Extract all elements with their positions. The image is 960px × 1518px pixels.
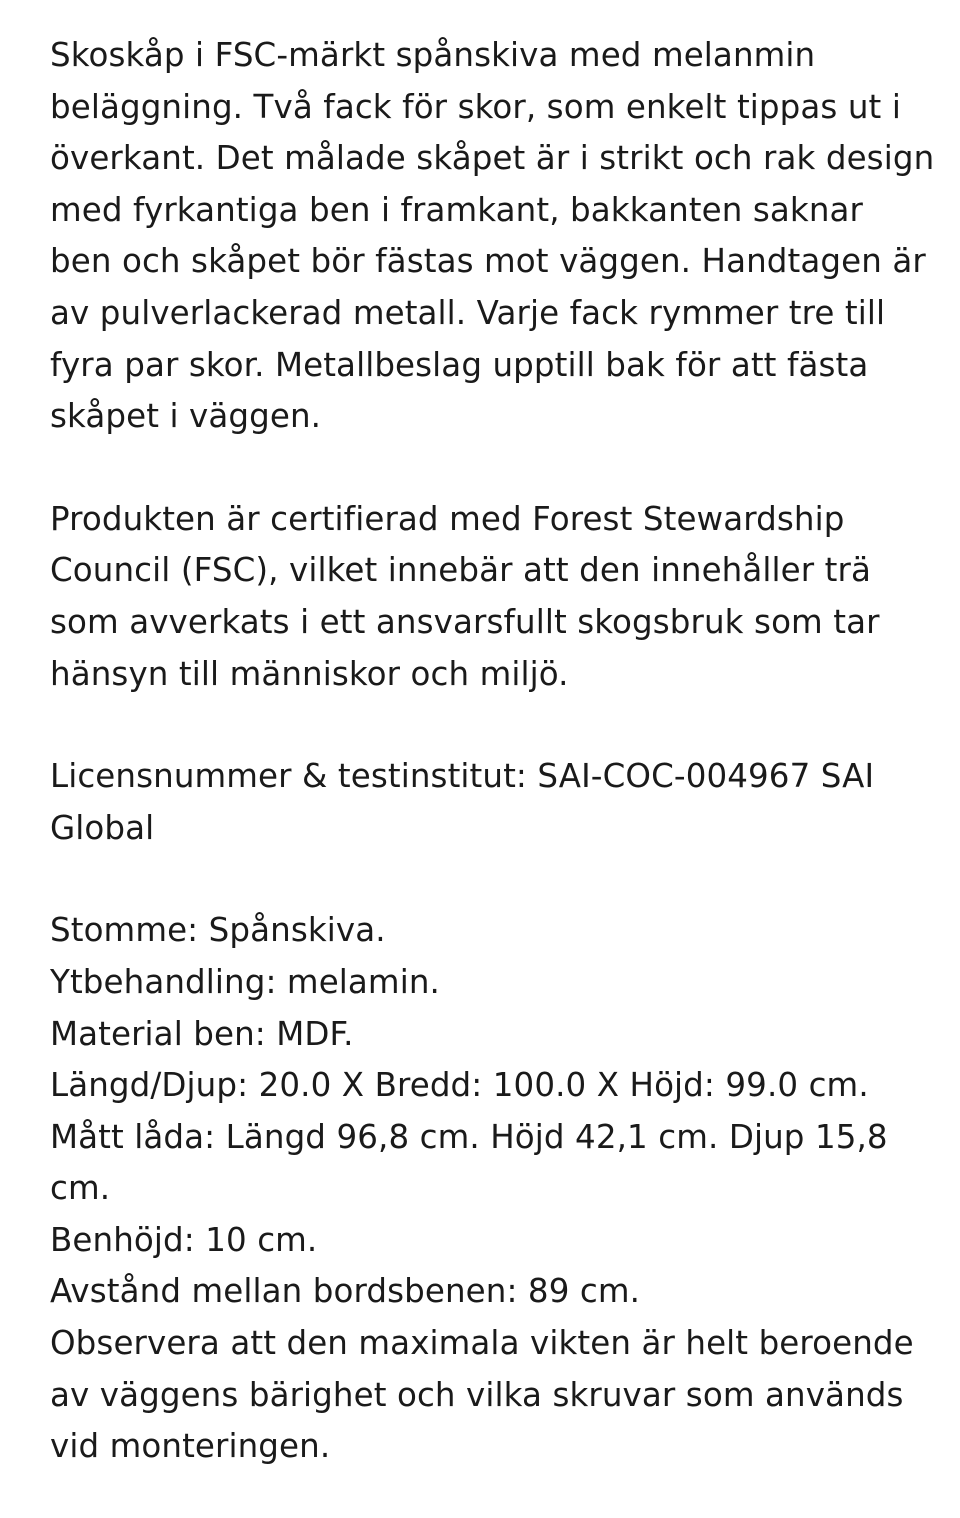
text-line: med fyrkantiga ben i framkant, bakkanten saknar (50, 190, 863, 229)
text-line: beläggning. Två fack för skor, som enkelt tippas ut i (50, 87, 901, 126)
text-line: överkant. Det målade skåpet är i strikt och rak design (50, 139, 935, 178)
spec-line: Benhöjd: 10 cm. (50, 1220, 318, 1259)
text-line: Council (FSC), vilket innebär att den innehåller trä (50, 551, 871, 590)
specifications-paragraph (50, 905, 930, 1473)
license-paragraph (50, 751, 930, 854)
text-line: skåpet i väggen. (50, 397, 322, 436)
text-line: hänsyn till människor och miljö. (50, 654, 569, 693)
text-line: som avverkats i ett ansvarsfullt skogsbruk som tar (50, 602, 880, 641)
spec-line: Material ben: MDF. (50, 1014, 354, 1053)
spec-line: vid monteringen. (50, 1427, 331, 1466)
spec-line: Ytbehandling: melamin. (50, 962, 440, 1001)
spec-line: av väggens bärighet och vilka skruvar som används (50, 1375, 904, 1414)
text-line: Global (50, 808, 155, 847)
spec-line: Avstånd mellan bordsbenen: 89 cm. (50, 1272, 641, 1311)
spec-line: Observera att den maximala vikten är helt beroende (50, 1324, 914, 1363)
spec-line: Mått låda: Längd 96,8 cm. Höjd 42,1 cm. Djup 15,8 (50, 1117, 888, 1156)
text-line: Skoskåp i FSC-märkt spånskiva med melanmin (50, 36, 816, 74)
spec-line: Stomme: Spånskiva. (50, 911, 386, 950)
text-line: Produkten är certifierad med Forest Stewardship (50, 499, 845, 538)
spec-line: cm. (50, 1169, 111, 1208)
text-line: Licensnummer & testinstitut: SAI-COC-004967 SAI (50, 757, 875, 796)
spec-line: Längd/Djup: 20.0 X Bredd: 100.0 X Höjd: 99.0 cm. (50, 1066, 869, 1105)
certification-paragraph (50, 494, 930, 700)
product-description (50, 30, 935, 1473)
description-paragraph (50, 30, 935, 443)
text-line: fyra par skor. Metallbeslag upptill bak för att fästa (50, 345, 869, 384)
text-line: av pulverlackerad metall. Varje fack rymmer tre till (50, 293, 886, 332)
text-line: ben och skåpet bör fästas mot väggen. Handtagen är (50, 242, 926, 281)
